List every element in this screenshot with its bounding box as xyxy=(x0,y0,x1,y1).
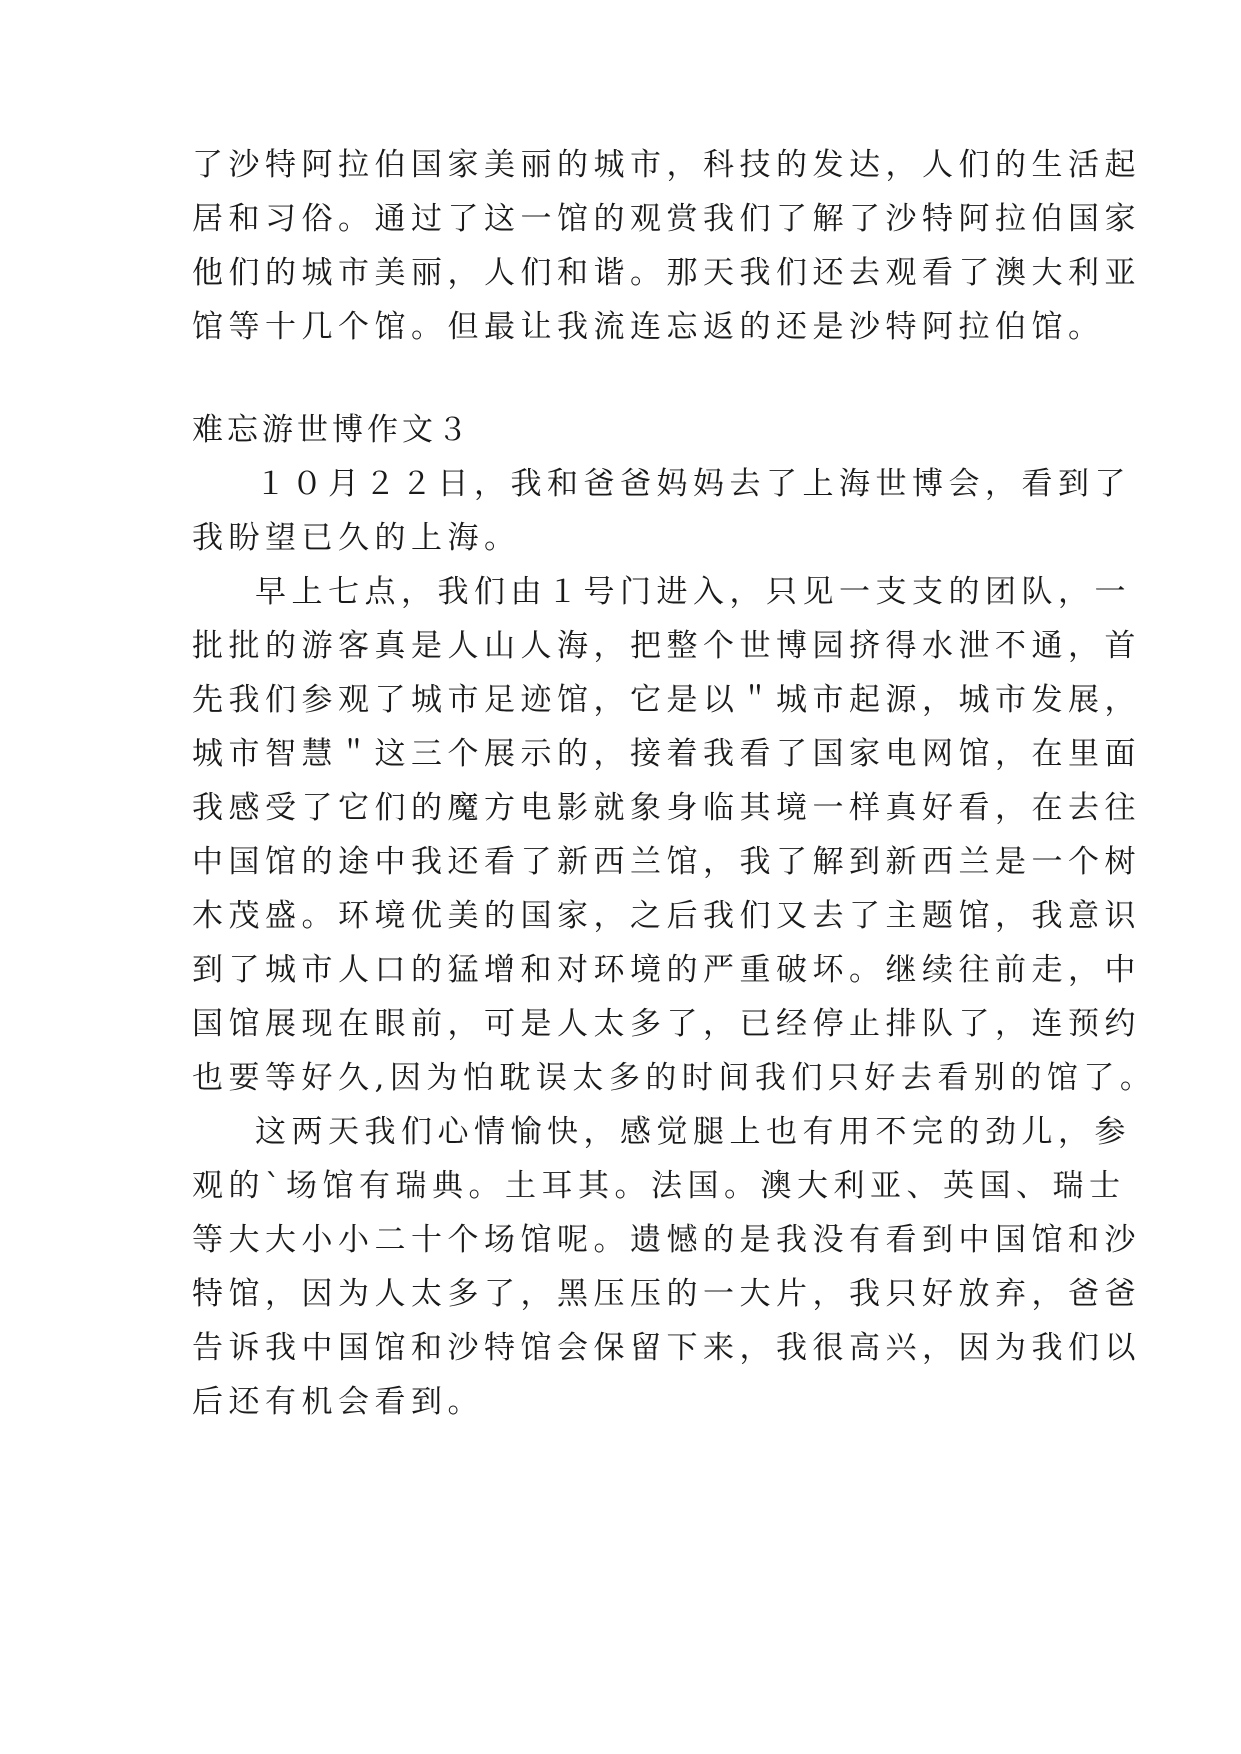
text-line: 城市智慧＂这三个展示的，接着我看了国家电网馆，在里面 xyxy=(192,736,1141,772)
paragraph-first-line: １０月２２日，我和爸爸妈妈去了上海世博会，看到了 xyxy=(255,466,1131,502)
text-line: 等大大小小二十个场馆呢。遗憾的是我没有看到中国馆和沙 xyxy=(192,1222,1141,1258)
text-line: 我感受了它们的魔方电影就象身临其境一样真好看，在去往 xyxy=(192,790,1141,826)
paragraph-first-line: 这两天我们心情愉快，感觉腿上也有用不完的劲儿，参 xyxy=(255,1114,1131,1150)
text-line: 馆等十几个馆。但最让我流连忘返的还是沙特阿拉伯馆。 xyxy=(192,309,1105,345)
text-line: 国馆展现在眼前，可是人太多了，已经停止排队了，连预约 xyxy=(192,1006,1141,1042)
text-line: 了沙特阿拉伯国家美丽的城市，科技的发达，人们的生活起 xyxy=(192,147,1141,183)
text-line: 我盼望已久的上海。 xyxy=(192,520,521,556)
section-title: 难忘游世博作文３ xyxy=(192,412,472,448)
text-line: 后还有机会看到。 xyxy=(192,1384,484,1420)
text-line: 特馆，因为人太多了，黑压压的一大片，我只好放弃，爸爸 xyxy=(192,1276,1141,1312)
paragraph-first-line: 早上七点，我们由１号门进入，只见一支支的团队，一 xyxy=(255,574,1131,610)
text-line: 批批的游客真是人山人海，把整个世博园挤得水泄不通，首 xyxy=(192,628,1141,664)
text-line: 木茂盛。环境优美的国家，之后我们又去了主题馆，我意识 xyxy=(192,898,1141,934)
text-line: 他们的城市美丽，人们和谐。那天我们还去观看了澳大利亚 xyxy=(192,255,1141,291)
text-line: 观的`场馆有瑞典。土耳其。法国。澳大利亚、英国、瑞士 xyxy=(192,1168,1126,1204)
text-line: 也要等好久,因为怕耽误太多的时间我们只好去看别的馆了。 xyxy=(192,1060,1157,1096)
text-line: 居和习俗。通过了这一馆的观赏我们了解了沙特阿拉伯国家 xyxy=(192,201,1141,237)
text-line: 中国馆的途中我还看了新西兰馆，我了解到新西兰是一个树 xyxy=(192,844,1141,880)
text-line: 到了城市人口的猛增和对环境的严重破坏。继续往前走，中 xyxy=(192,952,1141,988)
text-line: 告诉我中国馆和沙特馆会保留下来，我很高兴，因为我们以 xyxy=(192,1330,1141,1366)
text-line: 先我们参观了城市足迹馆，它是以＂城市起源，城市发展， xyxy=(192,682,1141,718)
